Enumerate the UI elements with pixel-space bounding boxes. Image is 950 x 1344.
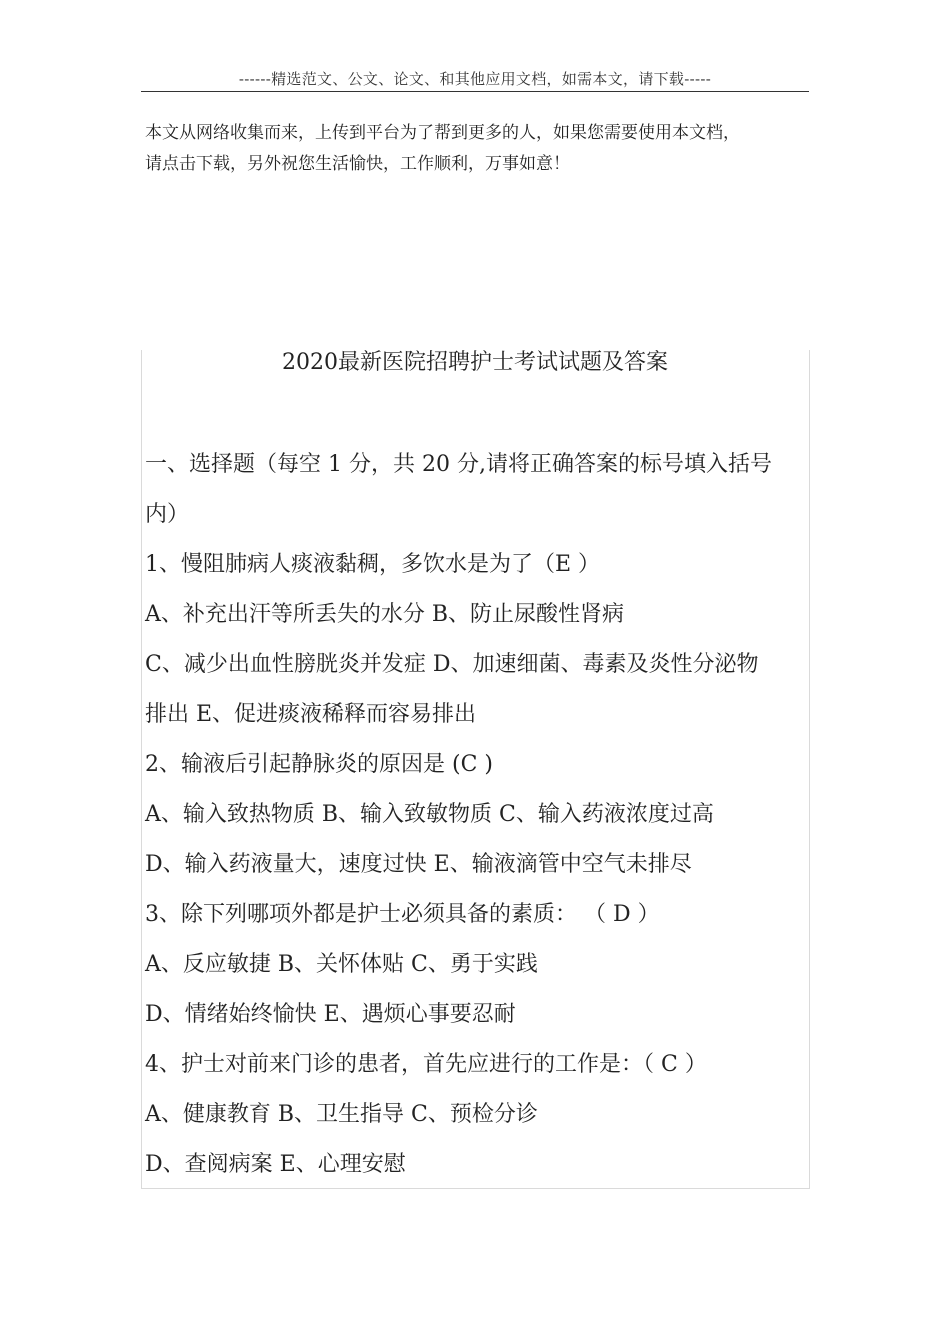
question-2: 2、输液后引起静脉炎的原因是 (C ) [145,752,493,777]
section-heading: 一、选择题（每空 1 分，共 20 分,请将正确答案的标号填入括号 [145,452,772,477]
page-header-banner: ------精选范文、公文、论文、和其他应用文档，如需本文，请下载----- [238,70,712,88]
question-3: 3、除下列哪项外都是护士必须具备的素质： （ D ） [145,902,660,927]
download-notice [145,118,810,180]
question-4-options-a: A、健康教育 B、卫生指导 C、预检分诊 [145,1102,538,1127]
question-1-options-b: C、减少出血性膀胱炎并发症 D、加速细菌、毒素及炎性分泌物 [145,652,759,677]
notice-line-2: 请点击下载，另外祝您生活愉快，工作顺利，万事如意！ [145,154,570,174]
question-2-options-b: D、输入药液量大，速度过快 E、输液滴管中空气未排尽 [145,852,692,877]
section-heading-cont: 内） [145,502,190,527]
question-1-options-a: A、补充出汗等所丢失的水分 B、防止尿酸性肾病 [145,602,625,627]
document-body [145,440,810,1190]
header-divider [141,91,809,92]
question-4: 4、护士对前来门诊的患者，首先应进行的工作是：（ C ） [145,1052,707,1077]
question-1-options-c: 排出 E、促进痰液稀释而容易排出 [145,702,477,727]
document-title: 2020最新医院招聘护士考试试题及答案 [282,350,668,375]
question-3-options-b: D、情绪始终愉快 E、遇烦心事要忍耐 [145,1002,516,1027]
question-3-options-a: A、反应敏捷 B、关怀体贴 C、勇于实践 [145,952,538,977]
notice-line-1: 本文从网络收集而来，上传到平台为了帮到更多的人，如果您需要使用本文档， [145,123,740,143]
question-4-options-b: D、查阅病案 E、心理安慰 [145,1152,406,1177]
question-2-options-a: A、输入致热物质 B、输入致敏物质 C、输入药液浓度过高 [145,802,714,827]
question-1: 1、慢阻肺病人痰液黏稠，多饮水是为了（E ） [145,552,601,577]
